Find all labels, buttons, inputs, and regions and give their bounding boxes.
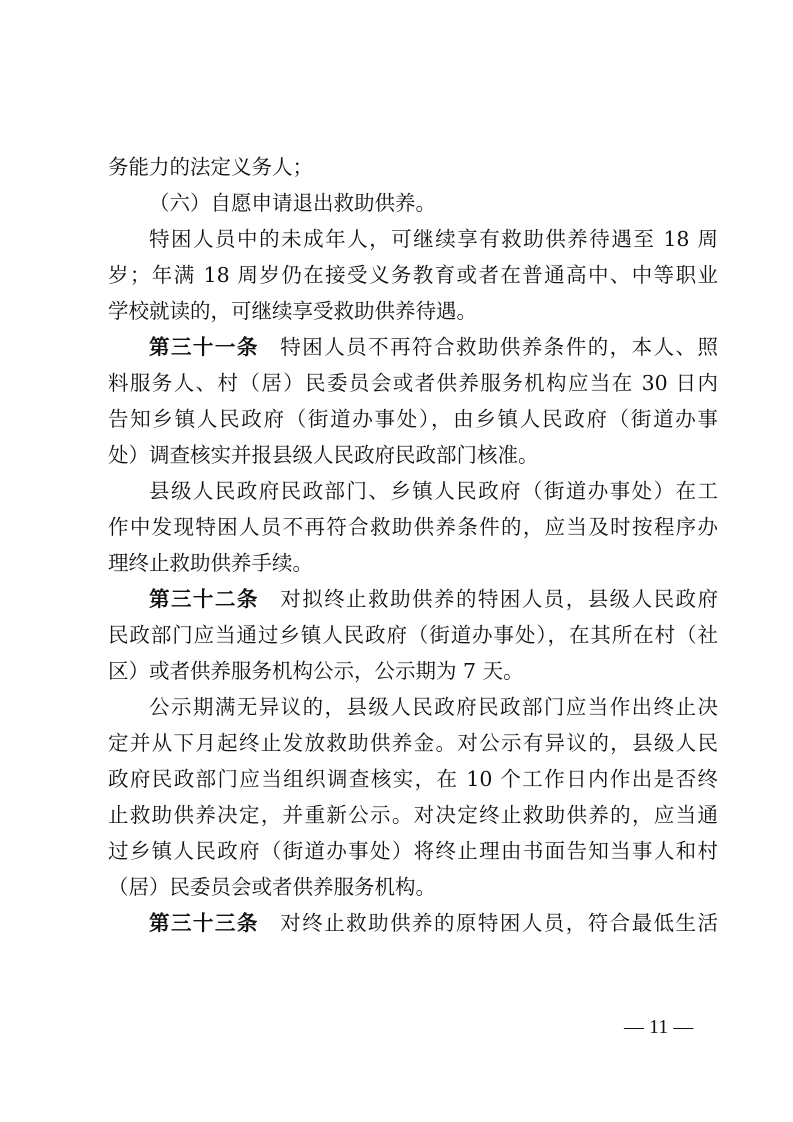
text-line: （居）民委员会或者供养服务机构。: [108, 875, 436, 899]
text-line: 过乡镇人民政府（街道办事处）将终止理由书面告知当事人和村: [108, 839, 718, 863]
text-line: 处）调查核实并报县级人民政府民政部门核准。: [108, 443, 539, 467]
document-body: [108, 152, 718, 944]
article-33-line: 第三十三条 对终止救助供养的原特困人员，符合最低生活: [149, 911, 719, 935]
text-line: 特困人员中的未成年人，可继续享有救助供养待遇至 18 周: [149, 227, 718, 251]
article-31-line: 第三十一条 特困人员不再符合救助供养条件的，本人、照: [149, 335, 719, 359]
text-line: 县级人民政府民政部门、乡镇人民政府（街道办事处）在工: [149, 479, 718, 503]
text-line: 政府民政部门应当组织调查核实，在 10 个工作日内作出是否终: [108, 767, 718, 791]
text-line: 止救助供养决定，并重新公示。对决定终止救助供养的，应当通: [108, 803, 718, 827]
text-line: 定并从下月起终止发放救助供养金。对公示有异议的，县级人民: [108, 731, 718, 755]
text-line: （六）自愿申请退出救助供养。: [149, 191, 436, 215]
text-line: 岁；年满 18 周岁仍在接受义务教育或者在普通高中、中等职业: [108, 263, 718, 287]
article-heading: 第三十二条: [149, 587, 259, 611]
text-line: 料服务人、村（居）民委员会或者供养服务机构应当在 30 日内: [108, 371, 718, 395]
page-number: — 11 —: [624, 1016, 694, 1038]
text-line: 理终止救助供养手续。: [108, 551, 313, 575]
article-heading: 第三十三条: [149, 911, 259, 935]
article-heading: 第三十一条: [149, 335, 259, 359]
text-line: 告知乡镇人民政府（街道办事处），由乡镇人民政府（街道办事: [108, 407, 718, 431]
text-line: 区）或者供养服务机构公示，公示期为 7 天。: [108, 659, 524, 683]
text-line: 学校就读的，可继续享受救助供养待遇。: [108, 299, 477, 323]
text-line: 务能力的法定义务人；: [108, 155, 313, 179]
text-line: 公示期满无异议的，县级人民政府民政部门应当作出终止决: [149, 695, 718, 719]
text-line: 民政部门应当通过乡镇人民政府（街道办事处），在其所在村（社: [108, 623, 718, 647]
text-line: 作中发现特困人员不再符合救助供养条件的，应当及时按程序办: [108, 515, 718, 539]
article-32-line: 第三十二条 对拟终止救助供养的特困人员，县级人民政府: [149, 587, 719, 611]
